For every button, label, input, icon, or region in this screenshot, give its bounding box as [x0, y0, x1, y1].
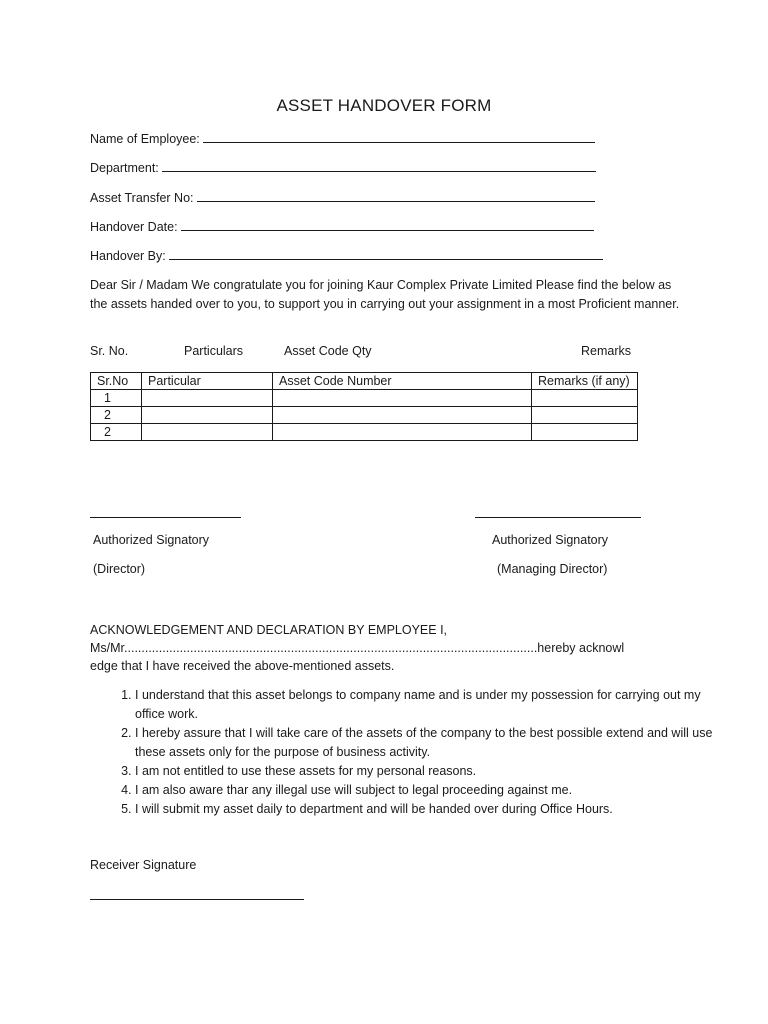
table-cell-remarks[interactable]: [532, 424, 638, 441]
declaration-item: 4. I am also aware thar any illegal use will subject to legal proceeding against me.: [135, 781, 725, 800]
acknowledgement-heading: ACKNOWLEDGEMENT AND DECLARATION BY EMPLOYEE I,: [90, 623, 448, 637]
acknowledgement-text: Ms/Mr.......................................................................................................................hereby acknowledge that I have received the above-mentioned assets.: [90, 641, 625, 673]
declaration-item: 5. I will submit my asset daily to department and will be handed over during Office Hours.: [135, 800, 725, 819]
col-label-sr-no: Sr. No.: [90, 344, 129, 358]
table-header-cell: Sr.No: [91, 373, 142, 390]
table-cell-remarks[interactable]: [532, 390, 638, 407]
declaration-list: [90, 686, 725, 819]
table-cell-particular[interactable]: [142, 407, 273, 424]
declaration-item: 2. I hereby assure that I will take care of the assets of the company to the best possible extend and will use these assets only for the purpose of business activity.: [135, 724, 725, 762]
table-cell-asset-code[interactable]: [273, 407, 532, 424]
table-cell-sr-no: 2: [91, 424, 142, 441]
form-title: ASSET HANDOVER FORM: [276, 96, 492, 115]
receiver-signature-line[interactable]: [90, 899, 304, 900]
handover-date-field: [90, 220, 594, 234]
table-row: [91, 424, 638, 441]
employee-name-field: [90, 132, 595, 146]
employee-name-blank[interactable]: [203, 132, 595, 143]
col-label-particulars: Particulars: [184, 344, 244, 358]
table-cell-particular[interactable]: [142, 390, 273, 407]
left-signatory-role: (Director): [93, 562, 146, 576]
handover-by-label: Handover By:: [90, 249, 166, 263]
asset-transfer-no-blank[interactable]: [197, 191, 595, 202]
department-field: [90, 161, 596, 175]
handover-date-label: Handover Date:: [90, 220, 178, 234]
director-signature-line[interactable]: [90, 517, 241, 518]
right-signatory-title: Authorized Signatory: [492, 533, 609, 547]
right-signatory-role: (Managing Director): [497, 562, 608, 576]
declaration-item: 3. I am not entitled to use these assets for my personal reasons.: [135, 762, 725, 781]
table-cell-asset-code[interactable]: [273, 390, 532, 407]
intro-paragraph: Dear Sir / Madam We congratulate you for joining Kaur Complex Private Limited Please find the below as the assets handed over to you, to support you in carrying out your assignment in a most Proficient manner.: [90, 278, 680, 311]
table-header-cell: Particular: [142, 373, 273, 390]
handover-by-field: [90, 249, 603, 263]
table-cell-asset-code[interactable]: [273, 424, 532, 441]
department-blank[interactable]: [162, 161, 596, 172]
table-cell-sr-no: 1: [91, 390, 142, 407]
table-header-cell: Asset Code Number: [273, 373, 532, 390]
department-label: Department:: [90, 161, 159, 175]
table-header-row: [91, 373, 638, 390]
table-cell-sr-no: 2: [91, 407, 142, 424]
receiver-signature-label: Receiver Signature: [90, 858, 197, 872]
managing-director-signature-line[interactable]: [475, 517, 641, 518]
employee-name-label: Name of Employee:: [90, 132, 200, 146]
declaration-item: 1. I understand that this asset belongs to company name and is under my possession for carrying out my office work.: [135, 686, 725, 724]
col-label-asset-code-qty: Asset Code Qty: [284, 344, 372, 358]
handover-date-blank[interactable]: [181, 220, 594, 231]
table-row: [91, 390, 638, 407]
left-signatory-title: Authorized Signatory: [93, 533, 210, 547]
asset-table: [90, 372, 638, 441]
asset-transfer-no-field: [90, 191, 595, 205]
table-cell-particular[interactable]: [142, 424, 273, 441]
handover-by-blank[interactable]: [169, 249, 603, 260]
table-row: [91, 407, 638, 424]
table-header-cell: Remarks (if any): [532, 373, 638, 390]
asset-transfer-no-label: Asset Transfer No:: [90, 191, 194, 205]
table-cell-remarks[interactable]: [532, 407, 638, 424]
col-label-remarks: Remarks: [581, 344, 632, 358]
